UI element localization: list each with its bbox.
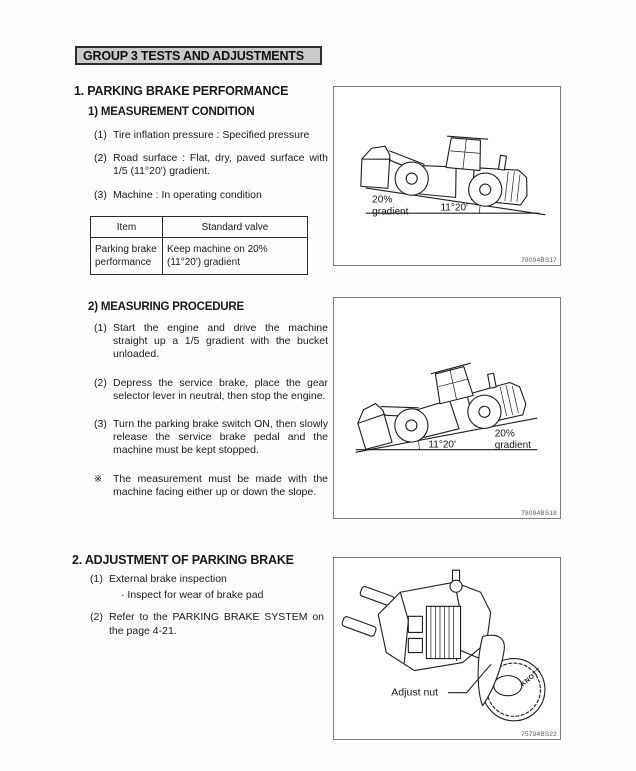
figure-code: 78094BS17 [521,257,557,264]
figure-panel-brake [333,557,561,740]
list-item [94,418,328,458]
disc-stack [426,606,460,658]
brake-assembly-illustration [334,558,560,739]
item-number: (1) [90,573,103,585]
brake-assembly-drawing [341,570,545,721]
angle-label: 11°20' [428,439,456,451]
figure-panel-downhill [333,297,561,519]
list-item [90,611,330,637]
angle-label: 11°20' [440,202,468,214]
item-text: Depress the service brake, place the gear selector lever in neutral, then stop the engine. [113,376,328,402]
item-number: (3) [94,418,107,431]
mounting-pin [341,616,377,637]
gradient-label-word: gradient [372,206,409,218]
exhaust-stack [488,373,497,388]
measuring-procedure-list [94,322,328,514]
exhaust-stack [498,155,506,170]
adjustment-list [90,573,330,648]
angle-arc [480,205,481,214]
reference-mark: ※ [94,473,102,485]
measurement-condition-list [94,129,328,212]
figure-code: 78094BS18 [521,510,557,517]
wheel-loader-downhill-illustration [334,298,560,518]
list-item [94,322,328,362]
item-number: (1) [94,129,107,141]
list-item [94,377,328,403]
section-2-title: 2. ADJUSTMENT OF PARKING BRAKE [72,553,294,567]
section-1-title: 1. PARKING BRAKE PERFORMANCE [74,84,289,98]
bucket [358,143,394,190]
list-item [94,129,328,142]
gradient-label-word: gradient [494,440,531,452]
item-text: Tire inflation pressure : Specified pressure [113,129,310,141]
item-text: Road surface : Flat, dry, paved surface with 1/5 (11°20') gradient. [113,152,328,178]
wheel-loader-uphill-illustration [334,87,560,265]
measurement-condition-title: 1) MEASUREMENT CONDITION [88,106,255,118]
figure-code: 75794BS22 [521,731,557,738]
item-text [109,573,330,602]
gradient-label-percent: 20% [494,428,515,440]
list-item [90,573,330,602]
item-text: Start the engine and drive the machine straight up a 1/5 gradient with the bucket unloaded. [113,322,328,361]
group-header-bar [75,46,322,65]
item-number: (1) [94,322,107,334]
table-cell-value: Keep machine on 20% (11°20') gradient [163,238,308,275]
table-header-item: Item [91,217,163,238]
gradient-label-percent: 20% [372,194,393,206]
knott-brand-text: KNOTT [519,666,544,689]
adjustment-subitem: · Inspect for wear of brake pad [121,589,264,602]
item-text: Refer to the PARKING BRAKE SYSTEM on the page 4-21. [109,611,324,637]
table-cell-item: Parking brake performance [91,238,163,275]
item-number: (2) [90,611,103,624]
item-number: (2) [94,376,107,389]
item-text-line: External brake inspection [109,573,227,585]
measuring-procedure-title: 2) MEASURING PROCEDURE [88,301,244,313]
item-number: (2) [94,152,107,165]
bucket [355,402,393,450]
cabin [446,136,485,173]
angle-arc [418,441,419,450]
item-text: The measurement must be made with the machine facing either up or down the slope. [113,472,328,498]
list-item [94,189,328,202]
item-number: (3) [94,188,107,201]
list-item [94,152,328,178]
item-text: Machine : In operating condition [113,188,262,201]
adjust-nut-label: Adjust nut [391,686,439,699]
spec-table [90,216,308,275]
figure-panel-uphill [333,86,561,266]
table-row [91,238,308,275]
item-text: Turn the parking brake switch ON, then slowly release the service brake pedal and the machine must be kept stopped. [113,418,328,457]
group-header-title: GROUP 3 TESTS AND ADJUSTMENTS [83,48,304,63]
table-header-standard-valve: Standard valve [163,217,308,238]
list-item-note [94,473,328,499]
